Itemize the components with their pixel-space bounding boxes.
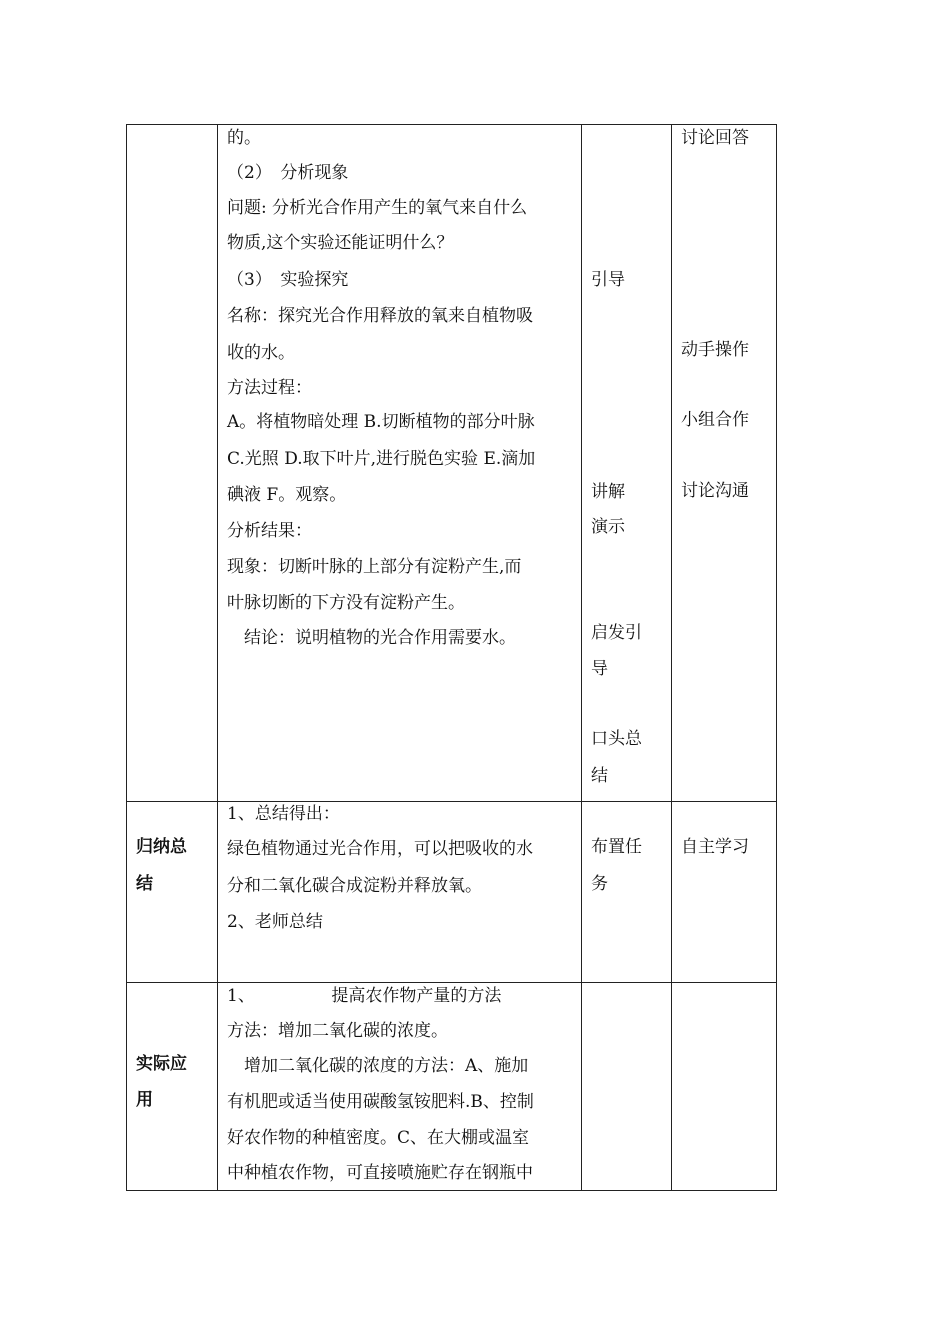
content-line: 分析结果： xyxy=(227,521,312,541)
content-line: 方法：增加二氧化碳的浓度。 xyxy=(227,1021,448,1041)
student-activity-cell xyxy=(672,125,777,802)
stage-label: 结 xyxy=(136,874,153,894)
content-line: C.光照 D.取下叶片,进行脱色实验 E.滴加 xyxy=(227,449,536,469)
content-line: 好农作物的种植密度。C、在大棚或温室 xyxy=(227,1128,530,1148)
student-line: 讨论回答 xyxy=(681,128,749,148)
teacher-line: 口头总 xyxy=(591,729,642,749)
content-line: 现象：切断叶脉的上部分有淀粉产生,而 xyxy=(227,557,522,577)
content-line: 碘液 F。观察。 xyxy=(227,485,347,505)
content-line: 分和二氧化碳合成淀粉并释放氧。 xyxy=(227,876,482,896)
content-line: A。将植物暗处理 B.切断植物的部分叶脉 xyxy=(227,412,535,432)
content-cell xyxy=(218,983,582,1191)
student-line: 小组合作 xyxy=(681,410,749,430)
teacher-line: 启发引 xyxy=(591,623,642,643)
content-cell xyxy=(218,125,582,802)
lesson-plan-table xyxy=(126,124,777,1191)
student-line: 动手操作 xyxy=(681,340,749,360)
content-line: 2、老师总结 xyxy=(227,912,323,932)
content-line: 绿色植物通过光合作用，可以把吸收的水 xyxy=(227,839,533,859)
teacher-line: 结 xyxy=(591,766,608,786)
content-line: 方法过程： xyxy=(227,378,312,398)
content-line: 1、 提高农作物产量的方法 xyxy=(227,986,502,1006)
content-line: 收的水。 xyxy=(227,343,295,363)
stage-label: 归纳总 xyxy=(136,837,187,857)
stage-cell xyxy=(127,802,218,983)
student-activity-cell xyxy=(672,983,777,1191)
student-line: 讨论沟通 xyxy=(681,481,749,501)
content-line: 问题: 分析光合作用产生的氧气来自什么 xyxy=(227,198,528,218)
content-line: （2） 分析现象 xyxy=(227,163,349,183)
content-line: 有机肥或适当使用碳酸氢铵肥料.B、控制 xyxy=(227,1092,534,1112)
teacher-line: 布置任 xyxy=(591,837,642,857)
content-line: 叶脉切断的下方没有淀粉产生。 xyxy=(227,593,465,613)
table-row xyxy=(127,802,777,983)
teacher-activity-cell xyxy=(582,125,672,802)
stage-label: 用 xyxy=(136,1090,153,1110)
stage-cell xyxy=(127,983,218,1191)
content-cell xyxy=(218,802,582,983)
table-row xyxy=(127,983,777,1191)
student-line: 自主学习 xyxy=(681,837,749,857)
content-line: 物质,这个实验还能证明什么？ xyxy=(227,233,454,253)
content-line: 的。 xyxy=(227,128,261,148)
content-line: 增加二氧化碳的浓度的方法：A、施加 xyxy=(227,1056,529,1076)
student-activity-cell xyxy=(672,802,777,983)
teacher-activity-cell xyxy=(582,983,672,1191)
content-line: 结论：说明植物的光合作用需要水。 xyxy=(227,628,516,648)
content-line: （3） 实验探究 xyxy=(227,270,349,290)
stage-cell xyxy=(127,125,218,802)
teacher-line: 务 xyxy=(591,874,608,894)
content-line: 1、总结得出： xyxy=(227,804,340,824)
content-line: 中种植农作物，可直接喷施贮存在钢瓶中 xyxy=(227,1163,533,1183)
teacher-activity-cell xyxy=(582,802,672,983)
content-line: 名称：探究光合作用释放的氧来自植物吸 xyxy=(227,306,533,326)
teacher-line: 导 xyxy=(591,659,608,679)
teacher-line: 演示 xyxy=(591,517,625,537)
stage-label: 实际应 xyxy=(136,1054,187,1074)
teacher-line: 引导 xyxy=(591,270,625,290)
teacher-line: 讲解 xyxy=(591,482,625,502)
table-row xyxy=(127,125,777,802)
